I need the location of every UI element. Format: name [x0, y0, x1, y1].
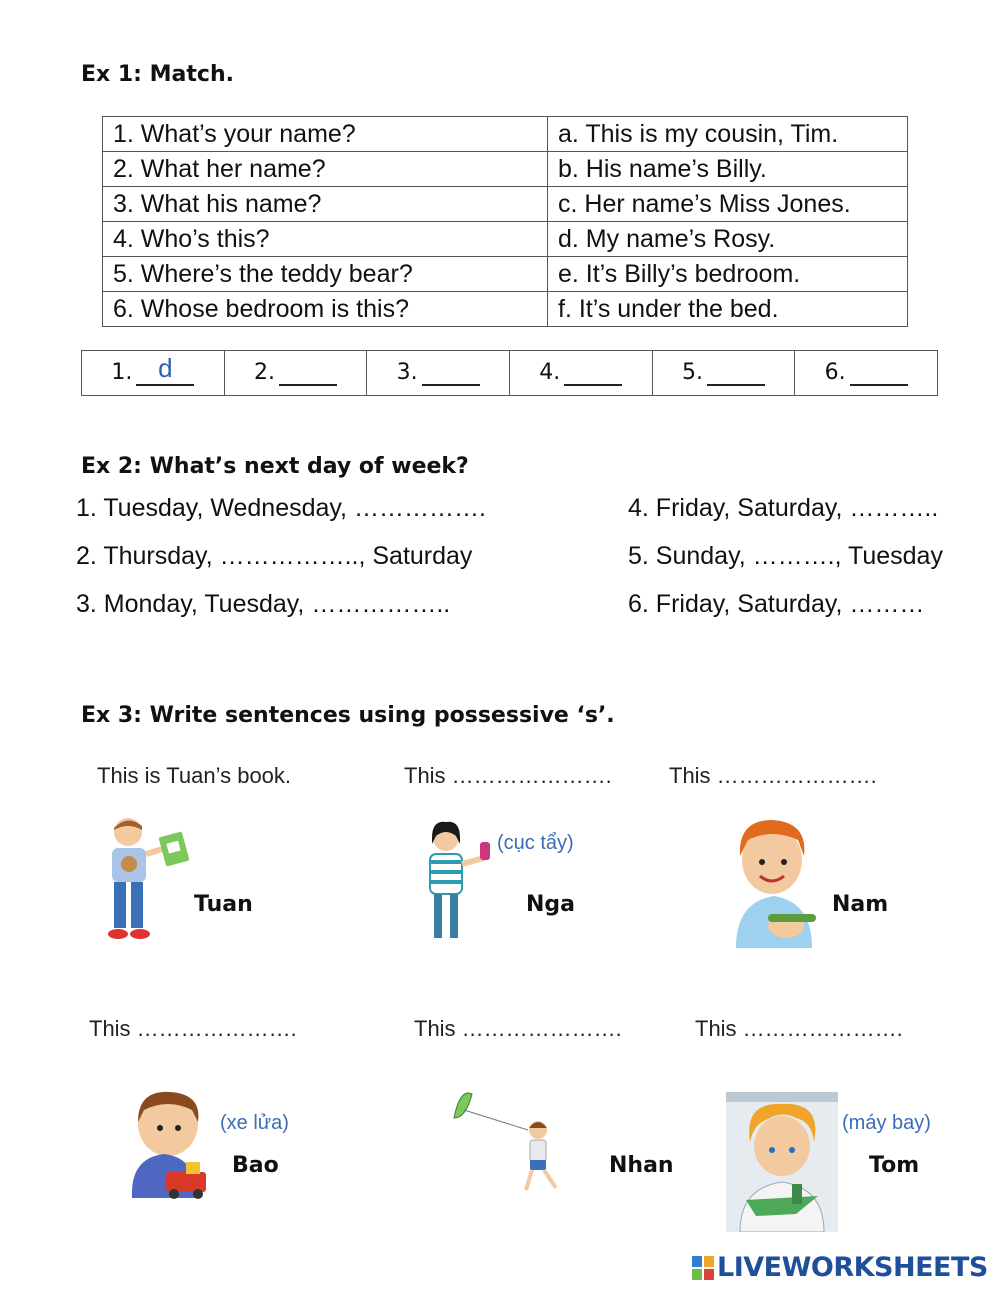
ex2-heading: Ex 2: What’s next day of week? [81, 454, 469, 479]
question-cell: 5. Where’s the teddy bear? [103, 257, 548, 292]
name-nam: Nam [832, 892, 889, 917]
sentence-nga: This …………………. [404, 763, 612, 788]
girl-with-eraser-illustration [422, 818, 498, 946]
answer-slot-3 [367, 351, 510, 396]
question-cell: 6. Whose bedroom is this? [103, 292, 548, 327]
answer-number: 2. [253, 359, 275, 385]
match-table [102, 116, 908, 327]
answer-input-6[interactable] [851, 354, 907, 382]
answer-number: 5. [681, 359, 703, 385]
answer-slot-6 [795, 351, 938, 396]
answer-input-5[interactable] [708, 354, 764, 382]
sentence-tuan: This is Tuan’s book. [97, 763, 292, 788]
note-tom: (máy bay) [842, 1112, 931, 1134]
ex3-heading: Ex 3: Write sentences using possessive ‘s’. [81, 703, 615, 728]
boy-flying-kite-illustration [446, 1088, 574, 1198]
answer-slot-5 [652, 351, 795, 396]
note-nga: (cục tẩy) [497, 832, 574, 854]
sentence-bao: This …………………. [89, 1016, 297, 1041]
table-row [103, 117, 908, 152]
answer-number: 4. [539, 359, 561, 385]
boy-with-pen-illustration [726, 816, 822, 950]
ex2-item-6: 6. Friday, Saturday, ……… [628, 590, 925, 618]
question-cell: 2. What her name? [103, 152, 548, 187]
answer-cell: a. This is my cousin, Tim. [548, 117, 908, 152]
logo-mark-icon [692, 1256, 714, 1280]
note-bao: (xe lửa) [220, 1112, 289, 1134]
boy-with-book-illustration [98, 814, 194, 946]
table-row [103, 187, 908, 222]
answer-number: 1. [111, 359, 133, 385]
sentence-nhan: This …………………. [414, 1016, 622, 1041]
name-tom: Tom [869, 1153, 920, 1178]
name-nhan: Nhan [609, 1153, 674, 1178]
question-cell: 3. What his name? [103, 187, 548, 222]
answer-cell: c. Her name’s Miss Jones. [548, 187, 908, 222]
answer-slot-4 [509, 351, 652, 396]
answer-number: 6. [824, 359, 846, 385]
liveworksheets-logo [692, 1252, 988, 1283]
logo-text: LIVEWORKSHEETS [717, 1252, 988, 1283]
sentence-nam: This …………………. [669, 763, 877, 788]
sentence-tom: This …………………. [695, 1016, 903, 1041]
ex2-item-4: 4. Friday, Saturday, ……….. [628, 494, 939, 522]
answer-number: 3. [396, 359, 418, 385]
answer-input-3[interactable] [423, 354, 479, 382]
name-nga: Nga [526, 892, 576, 917]
table-row [103, 292, 908, 327]
question-cell: 1. What’s your name? [103, 117, 548, 152]
table-row [103, 222, 908, 257]
ex2-item-2: 2. Thursday, …………….., Saturday [76, 542, 473, 570]
boy-with-toy-train-illustration [112, 1088, 216, 1200]
answer-table [81, 350, 938, 396]
ex2-item-5: 5. Sunday, ………., Tuesday [628, 542, 943, 570]
answer-input-1[interactable] [137, 354, 193, 382]
question-cell: 4. Who’s this? [103, 222, 548, 257]
ex1-heading: Ex 1: Match. [81, 62, 234, 87]
table-row [103, 152, 908, 187]
answer-slot-1 [82, 351, 225, 396]
name-tuan: Tuan [194, 892, 253, 917]
name-bao: Bao [232, 1153, 279, 1178]
answer-input-2[interactable] [280, 354, 336, 382]
answer-cell: d. My name’s Rosy. [548, 222, 908, 257]
answer-cell: e. It’s Billy’s bedroom. [548, 257, 908, 292]
ex2-item-3: 3. Monday, Tuesday, …………….. [76, 590, 451, 618]
ex2-item-1: 1. Tuesday, Wednesday, ……………. [76, 494, 486, 522]
answer-slot-2 [224, 351, 367, 396]
boy-with-toy-plane-illustration [726, 1092, 838, 1232]
answer-cell: f. It’s under the bed. [548, 292, 908, 327]
table-row [103, 257, 908, 292]
answer-cell: b. His name’s Billy. [548, 152, 908, 187]
answer-input-4[interactable] [565, 354, 621, 382]
